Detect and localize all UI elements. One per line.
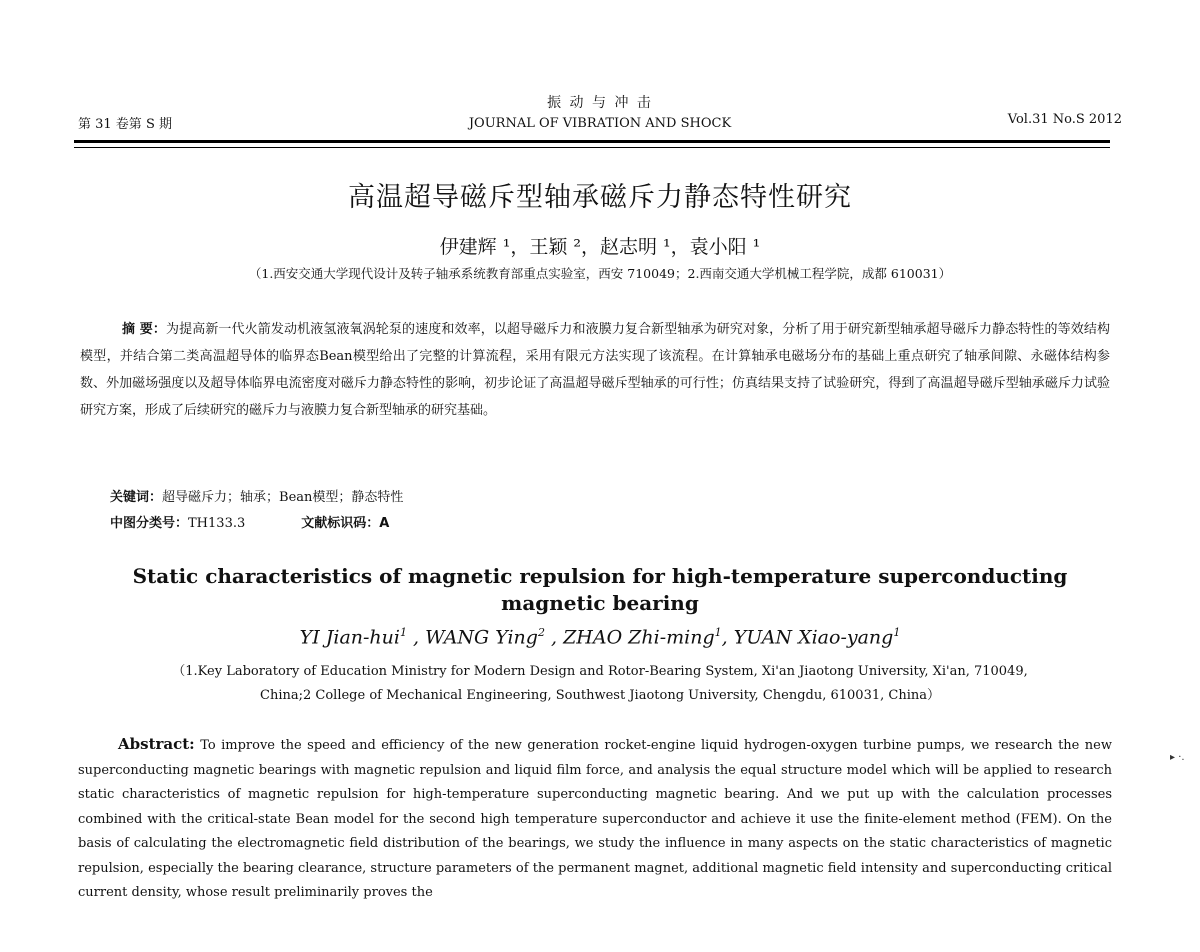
affiliation-en-line2: China;2 College of Mechanical Engineering, Southwest Jiaotong University, Chengdu, 610031, China） <box>260 688 940 703</box>
abstract-cn <box>80 316 1110 424</box>
volume-issue-cn: 第 31 卷第 S 期 <box>78 117 172 132</box>
abstract-cn-text: 为提高新一代火箭发动机液氢液氧涡轮泵的速度和效率，以超导磁斥力和液膜力复合新型轴承为研究对象，分析了用于研究新型轴承超导磁斥力静态特性的等效结构模型，并结合第二类高温超导体的临界态Bean模型给出了完整的计算流程，采用有限元方法实现了该流程。在计算轴承电磁场分布的基础上重点研究了轴承间隙、永磁体结构参数、外加磁场强度以及超导体临界电流密度对磁斥力静态特性的影响，初步论证了高温超导磁斥型轴承的可行性；仿真结果支持了试验研究，得到了高温超导磁斥型轴承磁斥力试验研究方案，形成了后续研究的磁斥力与液膜力复合新型轴承的研究基础。 <box>80 322 1110 418</box>
author-separator: , <box>544 626 564 649</box>
abstract-cn-label: 摘 要： <box>122 322 166 337</box>
author-en: YI Jian-hui <box>299 626 400 649</box>
keywords-cn-label: 关键词： <box>110 490 163 505</box>
authors-en <box>0 626 1200 648</box>
keywords-cn <box>110 486 403 505</box>
authors-cn: 伊建辉 ¹，王颖 ²，赵志明 ¹，袁小阳 ¹ <box>439 236 761 258</box>
author-en: WANG Ying <box>425 626 538 649</box>
paper-title-cn: 高温超导磁斥型轴承磁斥力静态特性研究 <box>348 182 852 213</box>
abstract-en <box>78 732 1112 906</box>
affiliation-en-line1: （1.Key Laboratory of Education Ministry for Modern Design and Rotor-Bearing System, Xi'an Jiaotong University, Xi'an, 710049, <box>172 664 1028 679</box>
header-rule-thin <box>74 147 1110 148</box>
author-en: ZHAO Zhi-ming <box>563 626 715 649</box>
author-separator: , <box>406 626 426 649</box>
journal-name-en: JOURNAL OF VIBRATION AND SHOCK <box>468 116 732 131</box>
affiliation-en <box>80 660 1120 708</box>
abstract-en-text: To improve the speed and efficiency of the new generation rocket-engine liquid hydrogen-oxygen turbine pumps, we research the new superconducting magnetic bearings with magnetic repulsion and liquid film force, and analysis the equal structure model which will be applied to research static characteristics of magnetic repulsion for high-temperature superconducting magnetic bearing. And we put up with the calculation processes combined with the critical-state Bean model for the second high temperature superconductor and achieve it use the finite-element method (FEM). On the basis of calculating the electromagnetic field distribution of the bearings, we study the influence in many aspects on the static characteristics of magnetic repulsion, especially the bearing clearance, structure parameters of the permanent magnet, additional magnetic field intensity and superconducting critical current density, whose result preliminarily proves the <box>78 738 1112 900</box>
classification-code: TH133.3 <box>188 516 246 531</box>
paper-title-en: Static characteristics of magnetic repulsion for high-temperature superconducting magnetic bearing <box>132 564 1068 615</box>
author-en-affil: 2 <box>537 626 545 639</box>
classification-label: 中图分类号： <box>110 516 189 531</box>
keywords-cn-text: 超导磁斥力；轴承；Bean模型；静态特性 <box>162 490 404 505</box>
document-code-label: 文献标识码： <box>301 516 380 531</box>
author-en-affil: 1 <box>893 626 901 639</box>
volume-issue-en: Vol.31 No.S 2012 <box>1007 112 1122 127</box>
margin-scan-mark: ▸ ·. <box>1170 752 1185 763</box>
affiliation-cn: （1.西安交通大学现代设计及转子轴承系统教育部重点实验室，西安 710049；2.西南交通大学机械工程学院，成都 610031） <box>248 266 952 281</box>
classification-cn <box>110 512 389 531</box>
abstract-en-label: Abstract: <box>118 735 195 753</box>
author-separator: , <box>721 626 734 649</box>
header-rule-thick <box>74 140 1110 143</box>
author-en-affil: 1 <box>714 626 722 639</box>
author-en-affil: 1 <box>399 626 407 639</box>
journal-name-cn: 振 动 与 冲 击 <box>547 95 653 111</box>
author-en: YUAN Xiao-yang <box>733 626 894 649</box>
document-code: A <box>379 516 390 531</box>
